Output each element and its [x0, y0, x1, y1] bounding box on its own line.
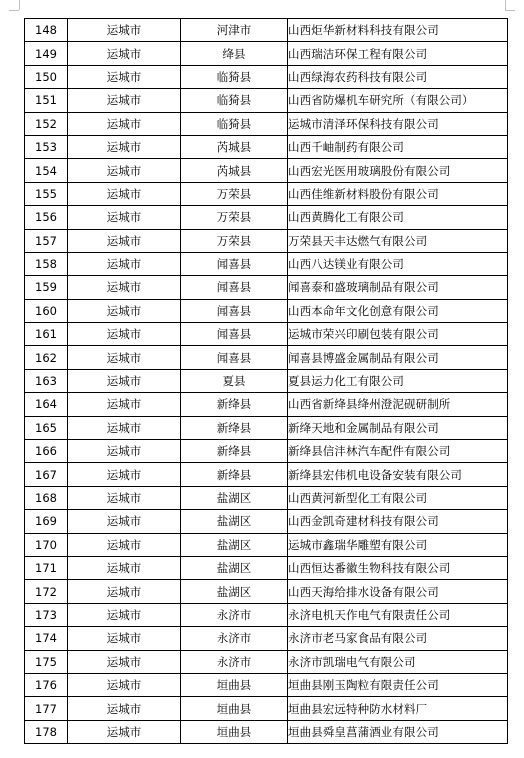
row-number: 164: [25, 393, 68, 416]
city-cell: 运城市: [68, 323, 181, 346]
margin-guide: [19, 0, 20, 10]
city-cell: 运城市: [68, 440, 181, 463]
city-cell: 运城市: [68, 135, 181, 158]
table-row: [25, 603, 508, 626]
city-cell: 运城市: [68, 486, 181, 509]
city-cell: 运城市: [68, 416, 181, 439]
row-number: 178: [25, 720, 68, 743]
county-cell: 新绛县: [181, 393, 288, 416]
county-cell: 盐湖区: [181, 486, 288, 509]
row-number: 159: [25, 276, 68, 299]
city-cell: 运城市: [68, 580, 181, 603]
company-name-cell: 山西黄河新型化工有限公司: [288, 486, 508, 509]
table-row: [25, 112, 508, 135]
table-row: [25, 650, 508, 673]
city-cell: 运城市: [68, 159, 181, 182]
county-cell: 永济市: [181, 650, 288, 673]
row-number: 149: [25, 42, 68, 65]
company-table-body: [25, 19, 508, 744]
row-number: 148: [25, 19, 68, 42]
county-cell: 万荣县: [181, 206, 288, 229]
county-cell: 夏县: [181, 369, 288, 392]
table-row: [25, 276, 508, 299]
company-table: [24, 18, 508, 744]
company-name-cell: 山西宏光医用玻璃股份有限公司: [288, 159, 508, 182]
row-number: 176: [25, 673, 68, 696]
margin-guide: [505, 0, 506, 10]
table-row: [25, 323, 508, 346]
table-row: [25, 440, 508, 463]
city-cell: 运城市: [68, 89, 181, 112]
city-cell: 运城市: [68, 463, 181, 486]
city-cell: 运城市: [68, 65, 181, 88]
company-name-cell: 万荣县天丰达燃气有限公司: [288, 229, 508, 252]
table-row: [25, 369, 508, 392]
margin-guide: [505, 10, 515, 11]
county-cell: 绛县: [181, 42, 288, 65]
table-row: [25, 182, 508, 205]
city-cell: 运城市: [68, 697, 181, 720]
county-cell: 河津市: [181, 19, 288, 42]
company-name-cell: 山西省防爆机车研究所（有限公司）: [288, 89, 508, 112]
company-name-cell: 山西八达镁业有限公司: [288, 252, 508, 275]
county-cell: 临猗县: [181, 65, 288, 88]
city-cell: 运城市: [68, 299, 181, 322]
county-cell: 盐湖区: [181, 533, 288, 556]
company-name-cell: 山西本命年文化创意有限公司: [288, 299, 508, 322]
county-cell: 新绛县: [181, 463, 288, 486]
table-row: [25, 89, 508, 112]
county-cell: 临猗县: [181, 89, 288, 112]
county-cell: 盐湖区: [181, 556, 288, 579]
row-number: 171: [25, 556, 68, 579]
company-name-cell: 新绛天地和金属制品有限公司: [288, 416, 508, 439]
company-name-cell: 夏县运力化工有限公司: [288, 369, 508, 392]
company-name-cell: 新绛县宏伟机电设备安装有限公司: [288, 463, 508, 486]
company-name-cell: 山西绿海农药科技有限公司: [288, 65, 508, 88]
county-cell: 垣曲县: [181, 720, 288, 743]
table-row: [25, 299, 508, 322]
city-cell: 运城市: [68, 229, 181, 252]
county-cell: 临猗县: [181, 112, 288, 135]
row-number: 174: [25, 627, 68, 650]
city-cell: 运城市: [68, 393, 181, 416]
company-name-cell: 山西省新绛县绛州澄泥砚研制所: [288, 393, 508, 416]
row-number: 158: [25, 252, 68, 275]
city-cell: 运城市: [68, 533, 181, 556]
county-cell: 垣曲县: [181, 673, 288, 696]
row-number: 155: [25, 182, 68, 205]
table-row: [25, 393, 508, 416]
county-cell: 闻喜县: [181, 323, 288, 346]
company-name-cell: 永济电机天作电气有限责任公司: [288, 603, 508, 626]
table-row: [25, 65, 508, 88]
table-row: [25, 206, 508, 229]
city-cell: 运城市: [68, 182, 181, 205]
city-cell: 运城市: [68, 42, 181, 65]
city-cell: 运城市: [68, 369, 181, 392]
row-number: 162: [25, 346, 68, 369]
county-cell: 闻喜县: [181, 299, 288, 322]
table-row: [25, 135, 508, 158]
county-cell: 万荣县: [181, 182, 288, 205]
table-row: [25, 463, 508, 486]
row-number: 154: [25, 159, 68, 182]
company-name-cell: 运城市清泽环保科技有限公司: [288, 112, 508, 135]
row-number: 166: [25, 440, 68, 463]
table-row: [25, 19, 508, 42]
row-number: 152: [25, 112, 68, 135]
city-cell: 运城市: [68, 603, 181, 626]
row-number: 177: [25, 697, 68, 720]
row-number: 163: [25, 369, 68, 392]
county-cell: 万荣县: [181, 229, 288, 252]
city-cell: 运城市: [68, 627, 181, 650]
company-name-cell: 垣曲县刚玉陶粒有限责任公司: [288, 673, 508, 696]
company-name-cell: 山西佳维新材料股份有限公司: [288, 182, 508, 205]
city-cell: 运城市: [68, 673, 181, 696]
row-number: 151: [25, 89, 68, 112]
county-cell: 芮城县: [181, 159, 288, 182]
company-name-cell: 闻喜泰和盛玻璃制品有限公司: [288, 276, 508, 299]
city-cell: 运城市: [68, 650, 181, 673]
county-cell: 闻喜县: [181, 276, 288, 299]
row-number: 172: [25, 580, 68, 603]
row-number: 150: [25, 65, 68, 88]
table-row: [25, 720, 508, 743]
table-row: [25, 346, 508, 369]
county-cell: 垣曲县: [181, 697, 288, 720]
table-row: [25, 486, 508, 509]
row-number: 156: [25, 206, 68, 229]
county-cell: 新绛县: [181, 416, 288, 439]
company-name-cell: 山西千岫制药有限公司: [288, 135, 508, 158]
county-cell: 盐湖区: [181, 580, 288, 603]
county-cell: 新绛县: [181, 440, 288, 463]
city-cell: 运城市: [68, 510, 181, 533]
city-cell: 运城市: [68, 720, 181, 743]
row-number: 169: [25, 510, 68, 533]
company-name-cell: 山西恒达番徽生物科技有限公司: [288, 556, 508, 579]
city-cell: 运城市: [68, 19, 181, 42]
margin-guide: [9, 10, 19, 11]
county-cell: 芮城县: [181, 135, 288, 158]
city-cell: 运城市: [68, 252, 181, 275]
table-row: [25, 252, 508, 275]
row-number: 167: [25, 463, 68, 486]
county-cell: 永济市: [181, 603, 288, 626]
county-cell: 闻喜县: [181, 346, 288, 369]
table-row: [25, 697, 508, 720]
table-row: [25, 673, 508, 696]
company-name-cell: 永济市凯瑞电气有限公司: [288, 650, 508, 673]
company-name-cell: 山西黄腾化工有限公司: [288, 206, 508, 229]
table-row: [25, 580, 508, 603]
company-name-cell: 闻喜县博盛金属制品有限公司: [288, 346, 508, 369]
row-number: 153: [25, 135, 68, 158]
company-name-cell: 运城市鑫瑞华雕塑有限公司: [288, 533, 508, 556]
table-row: [25, 510, 508, 533]
table-row: [25, 42, 508, 65]
company-name-cell: 山西金凯奇建材科技有限公司: [288, 510, 508, 533]
county-cell: 闻喜县: [181, 252, 288, 275]
table-row: [25, 416, 508, 439]
county-cell: 永济市: [181, 627, 288, 650]
row-number: 157: [25, 229, 68, 252]
city-cell: 运城市: [68, 556, 181, 579]
table-row: [25, 229, 508, 252]
row-number: 161: [25, 323, 68, 346]
county-cell: 盐湖区: [181, 510, 288, 533]
company-name-cell: 山西炬华新材料科技有限公司: [288, 19, 508, 42]
row-number: 175: [25, 650, 68, 673]
city-cell: 运城市: [68, 276, 181, 299]
table-row: [25, 159, 508, 182]
table-row: [25, 556, 508, 579]
company-name-cell: 山西瑞洁环保工程有限公司: [288, 42, 508, 65]
city-cell: 运城市: [68, 112, 181, 135]
city-cell: 运城市: [68, 346, 181, 369]
table-row: [25, 533, 508, 556]
company-name-cell: 垣曲县舜皇菖蒲酒业有限公司: [288, 720, 508, 743]
company-name-cell: 运城市荣兴印刷包装有限公司: [288, 323, 508, 346]
city-cell: 运城市: [68, 206, 181, 229]
company-name-cell: 山西天海给排水设备有限公司: [288, 580, 508, 603]
row-number: 170: [25, 533, 68, 556]
company-name-cell: 新绛县信沣林汽车配件有限公司: [288, 440, 508, 463]
row-number: 165: [25, 416, 68, 439]
row-number: 168: [25, 486, 68, 509]
company-name-cell: 永济市老马家食品有限公司: [288, 627, 508, 650]
table-row: [25, 627, 508, 650]
row-number: 173: [25, 603, 68, 626]
row-number: 160: [25, 299, 68, 322]
company-name-cell: 垣曲县宏远特种防水材料厂: [288, 697, 508, 720]
